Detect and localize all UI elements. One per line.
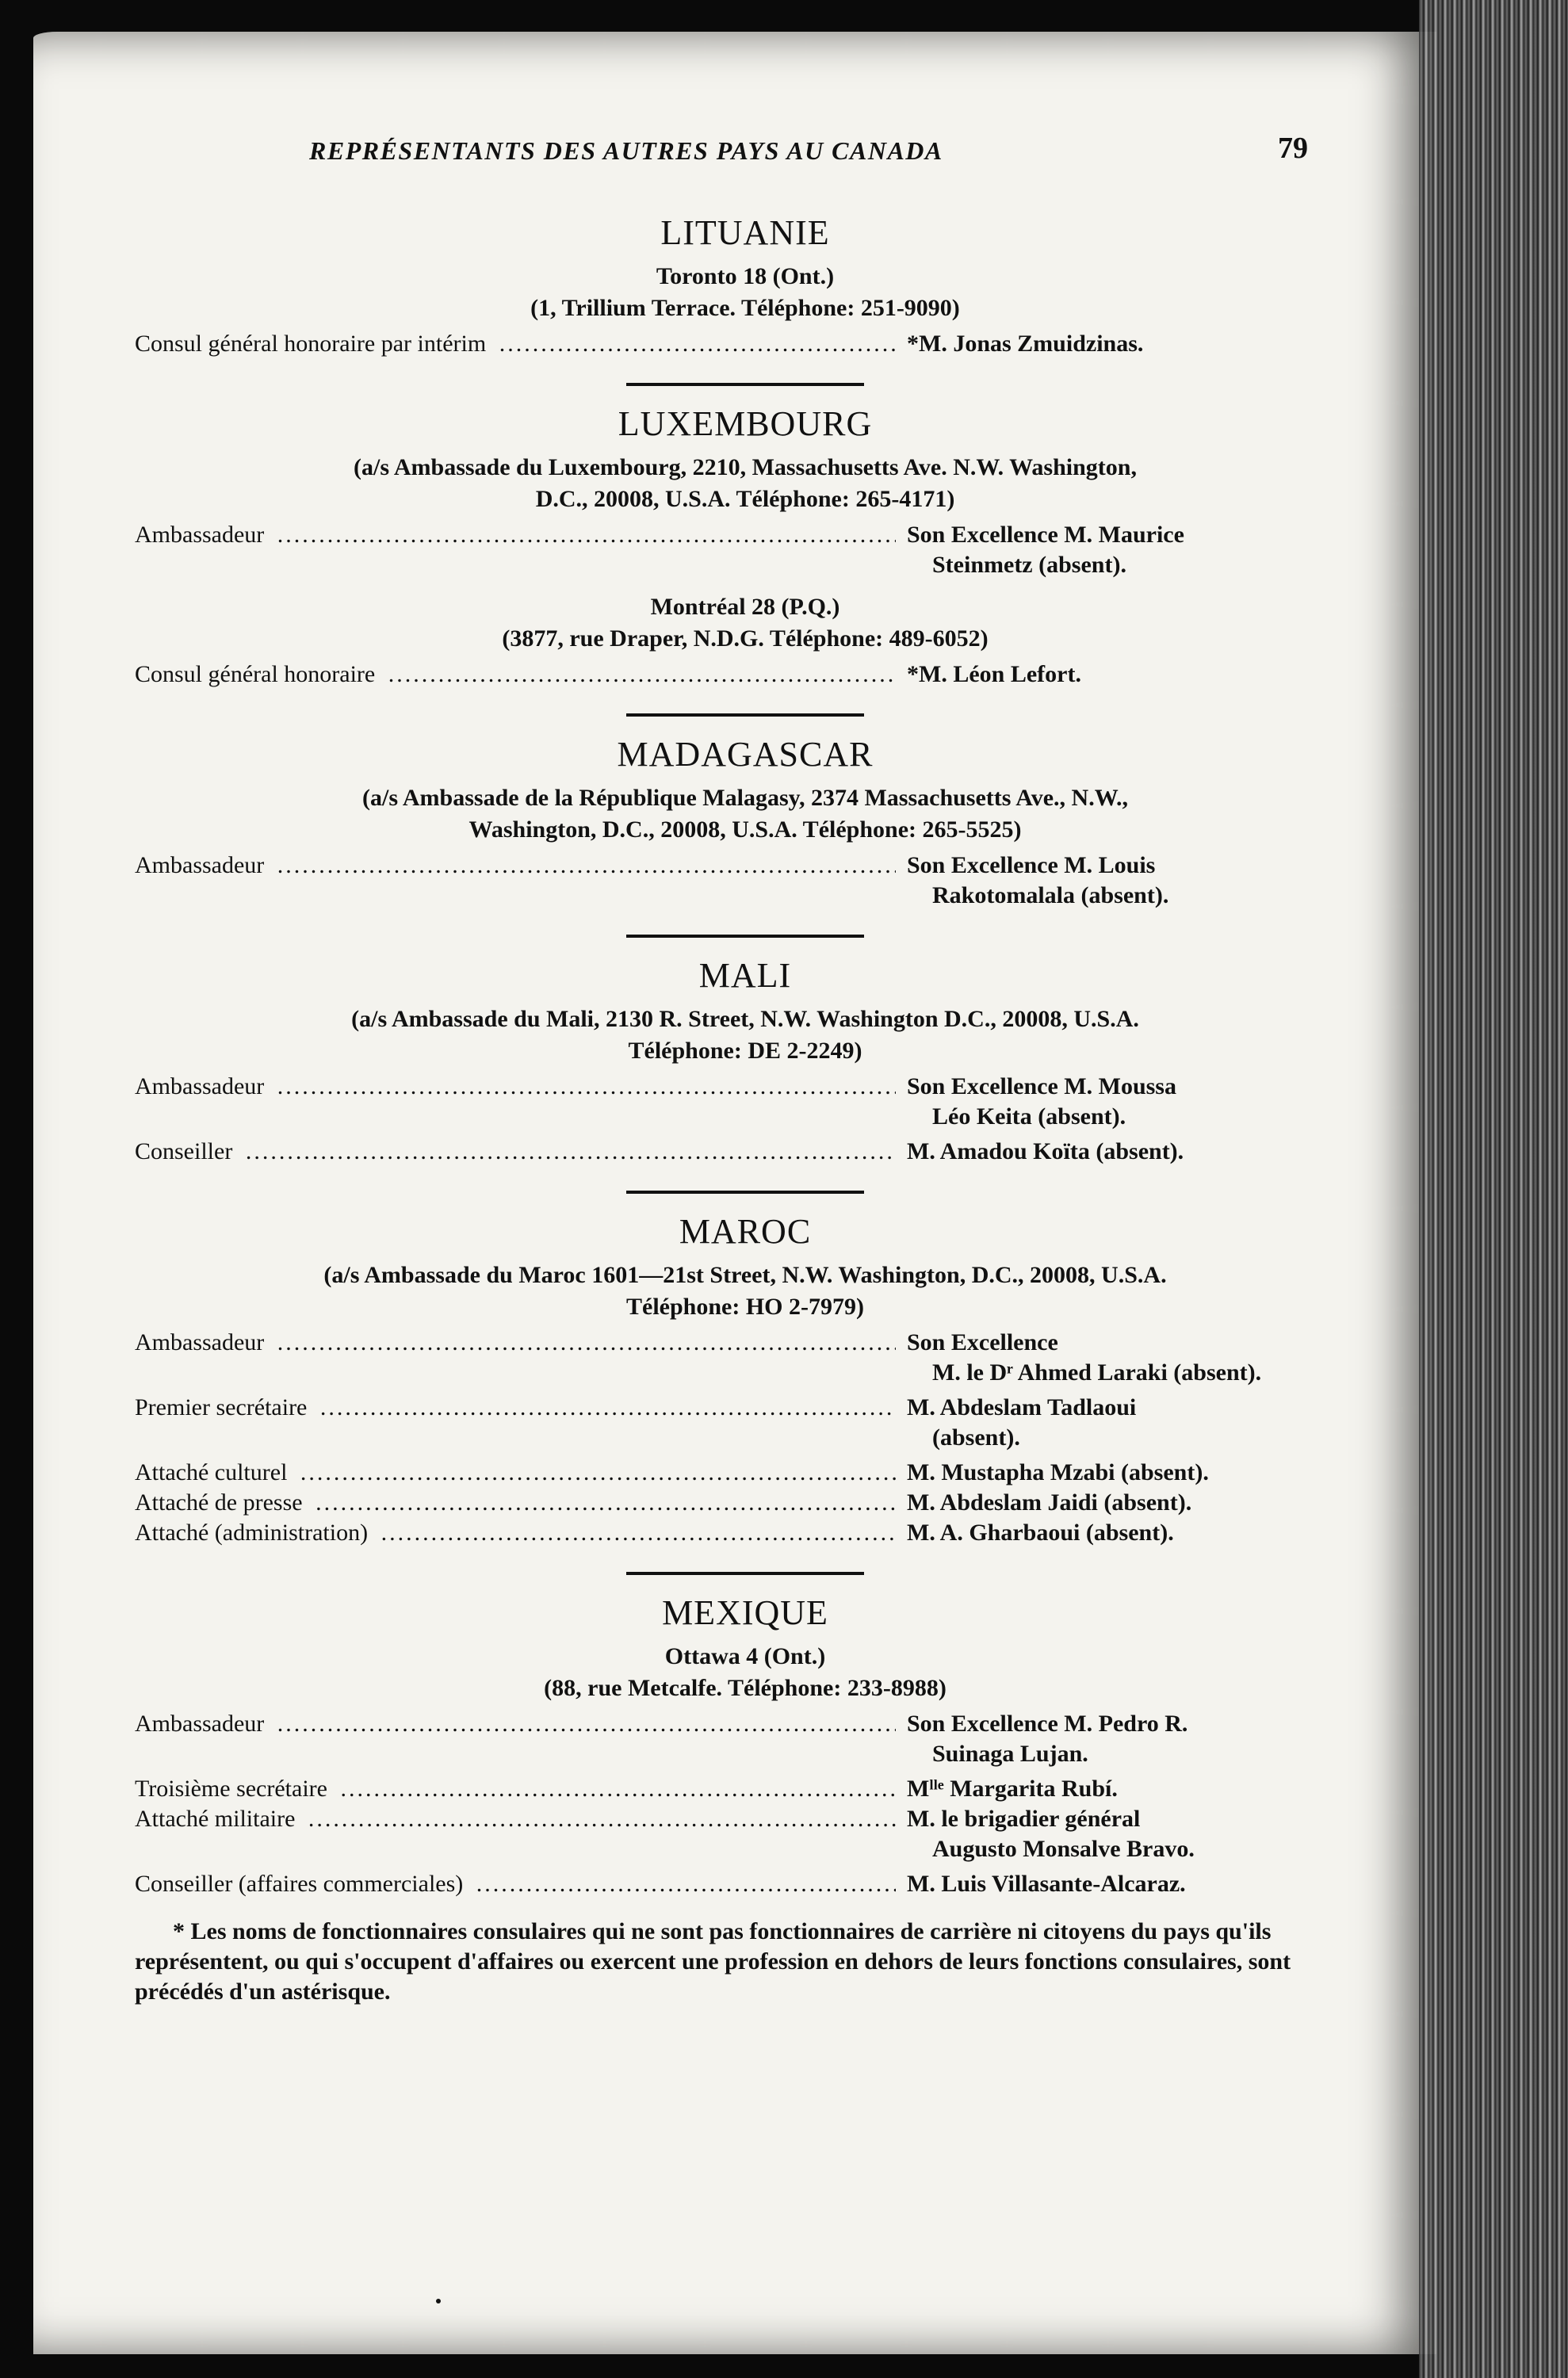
entry-row (135, 1458, 1356, 1488)
stray-dot (436, 2299, 441, 2303)
address-line: (1, Trillium Terrace. Téléphone: 251-9090) (530, 295, 960, 321)
section-luxembourg (135, 403, 1356, 690)
section-divider (626, 935, 864, 938)
person-name: M. le brigadier général (907, 1806, 1141, 1832)
entry-row (135, 329, 1356, 359)
section-maroc (135, 1211, 1356, 1548)
running-head: REPRÉSENTANTS DES AUTRES PAYS AU CANADA (309, 136, 943, 165)
role-label: Conseiller (135, 1138, 237, 1164)
person-name-cont: Augusto Monsalve Bravo. (932, 1836, 1195, 1862)
role-label: Ambassadeur (135, 1329, 269, 1355)
section-lituanie (135, 212, 1356, 359)
city-line: Montréal 28 (P.Q.) (650, 594, 840, 620)
role-label: Premier secrétaire (135, 1394, 312, 1420)
role-label: Attaché militaire (135, 1806, 300, 1832)
address-line: (a/s Ambassade du Maroc 1601—21st Street, N.W. Washington, D.C., 20008, U.S.A. (323, 1262, 1167, 1288)
person-name: Mˡˡᵉ Margarita Rubí. (907, 1776, 1118, 1802)
address-line: D.C., 20008, U.S.A. Téléphone: 265-4171) (535, 486, 955, 512)
section-mali (135, 955, 1356, 1167)
person-name: *M. Jonas Zmuidzinas. (907, 331, 1144, 357)
entry-row (135, 851, 1356, 911)
country-heading: LITUANIE (660, 213, 830, 252)
section-divider (626, 713, 864, 717)
address-line: Téléphone: DE 2-2249) (628, 1038, 862, 1064)
person-name: M. Mustapha Mzabi (absent). (907, 1459, 1209, 1485)
section-divider (626, 1572, 864, 1575)
role-label: Attaché (administration) (135, 1520, 373, 1546)
person-name: *M. Léon Lefort. (907, 661, 1081, 687)
person-name: M. Amadou Koïta (absent). (907, 1138, 1184, 1164)
entry-row (135, 1488, 1356, 1518)
person-name: Son Excellence M. Louis (907, 852, 1156, 878)
footnote: * Les noms de fonctionnaires consulaires qui ne sont pas fonctionnaires de carrière ni citoyens du pays qu'ils représentent, ou qui s'occupent d'affaires ou exercent une profession en dehors de leurs fonctions consulaires, sont précédés d'un astérisque. (135, 1918, 1291, 2005)
entry-row (135, 1804, 1356, 1864)
person-name: M. Abdeslam Tadlaoui (907, 1394, 1137, 1420)
role-label: Attaché de presse (135, 1489, 308, 1516)
person-name-cont: Léo Keita (absent). (932, 1103, 1126, 1130)
entry-row (135, 1709, 1356, 1769)
country-heading: LUXEMBOURG (618, 404, 873, 443)
person-name-cont: Steinmetz (absent). (932, 552, 1126, 578)
address-line: Washington, D.C., 20008, U.S.A. Téléphone: 265-5525) (468, 816, 1022, 843)
role-label: Ambassadeur (135, 1711, 269, 1737)
country-heading: MADAGASCAR (617, 735, 874, 774)
person-name-cont: (absent). (932, 1424, 1020, 1451)
page-number: 79 (1278, 132, 1308, 165)
person-name: Son Excellence M. Maurice (907, 522, 1184, 548)
page-content (135, 198, 1356, 2007)
city-line: Ottawa 4 (Ont.) (664, 1643, 826, 1669)
section-divider (626, 1191, 864, 1194)
role-label: Ambassadeur (135, 522, 269, 548)
role-label: Consul général honoraire par intérim (135, 331, 491, 357)
role-label: Attaché culturel (135, 1459, 292, 1485)
role-label: Troisième secrétaire (135, 1776, 332, 1802)
address-line: (3877, rue Draper, N.D.G. Téléphone: 489-6052) (502, 625, 989, 652)
entry-row (135, 1774, 1356, 1804)
person-name: Son Excellence M. Moussa (907, 1073, 1176, 1099)
role-label: Consul général honoraire (135, 661, 380, 687)
entry-row (135, 520, 1356, 580)
entry-row (135, 1072, 1356, 1132)
person-name: M. Abdeslam Jaidi (absent). (907, 1489, 1192, 1516)
person-name-cont: M. le Dʳ Ahmed Laraki (absent). (932, 1359, 1262, 1386)
person-name: Son Excellence M. Pedro R. (907, 1711, 1188, 1737)
entry-row (135, 1869, 1356, 1899)
country-heading: MEXIQUE (662, 1593, 828, 1632)
person-name-cont: Rakotomalala (absent). (932, 882, 1169, 908)
person-name-cont: Suinaga Lujan. (932, 1741, 1088, 1767)
person-name: M. Luis Villasante-Alcaraz. (907, 1871, 1186, 1897)
book-page-edges (1419, 0, 1568, 2378)
role-label: Conseiller (affaires commerciales) (135, 1871, 468, 1897)
section-mexique (135, 1592, 1356, 1899)
entry-row (135, 1393, 1356, 1453)
role-label: Ambassadeur (135, 852, 269, 878)
country-heading: MAROC (679, 1212, 812, 1251)
address-line: Toronto 18 (Ont.) (656, 263, 835, 289)
section-divider (626, 383, 864, 386)
entry-row (135, 659, 1356, 690)
address-line: (a/s Ambassade de la République Malagasy, 2374 Massachusetts Ave., N.W., (362, 785, 1128, 811)
role-label: Ambassadeur (135, 1073, 269, 1099)
person-name: M. A. Gharbaoui (absent). (907, 1520, 1174, 1546)
address-line: (a/s Ambassade du Luxembourg, 2210, Massachusetts Ave. N.W. Washington, (354, 454, 1137, 480)
entry-row (135, 1137, 1356, 1167)
person-name: Son Excellence (907, 1329, 1058, 1355)
address-line: (88, rue Metcalfe. Téléphone: 233-8988) (544, 1675, 947, 1701)
section-madagascar (135, 734, 1356, 911)
entry-row (135, 1328, 1356, 1388)
entry-row (135, 1518, 1356, 1548)
country-heading: MALI (698, 956, 792, 995)
address-line: Téléphone: HO 2-7979) (626, 1294, 864, 1320)
address-line: (a/s Ambassade du Mali, 2130 R. Street, N.W. Washington D.C., 20008, U.S.A. (351, 1006, 1139, 1032)
